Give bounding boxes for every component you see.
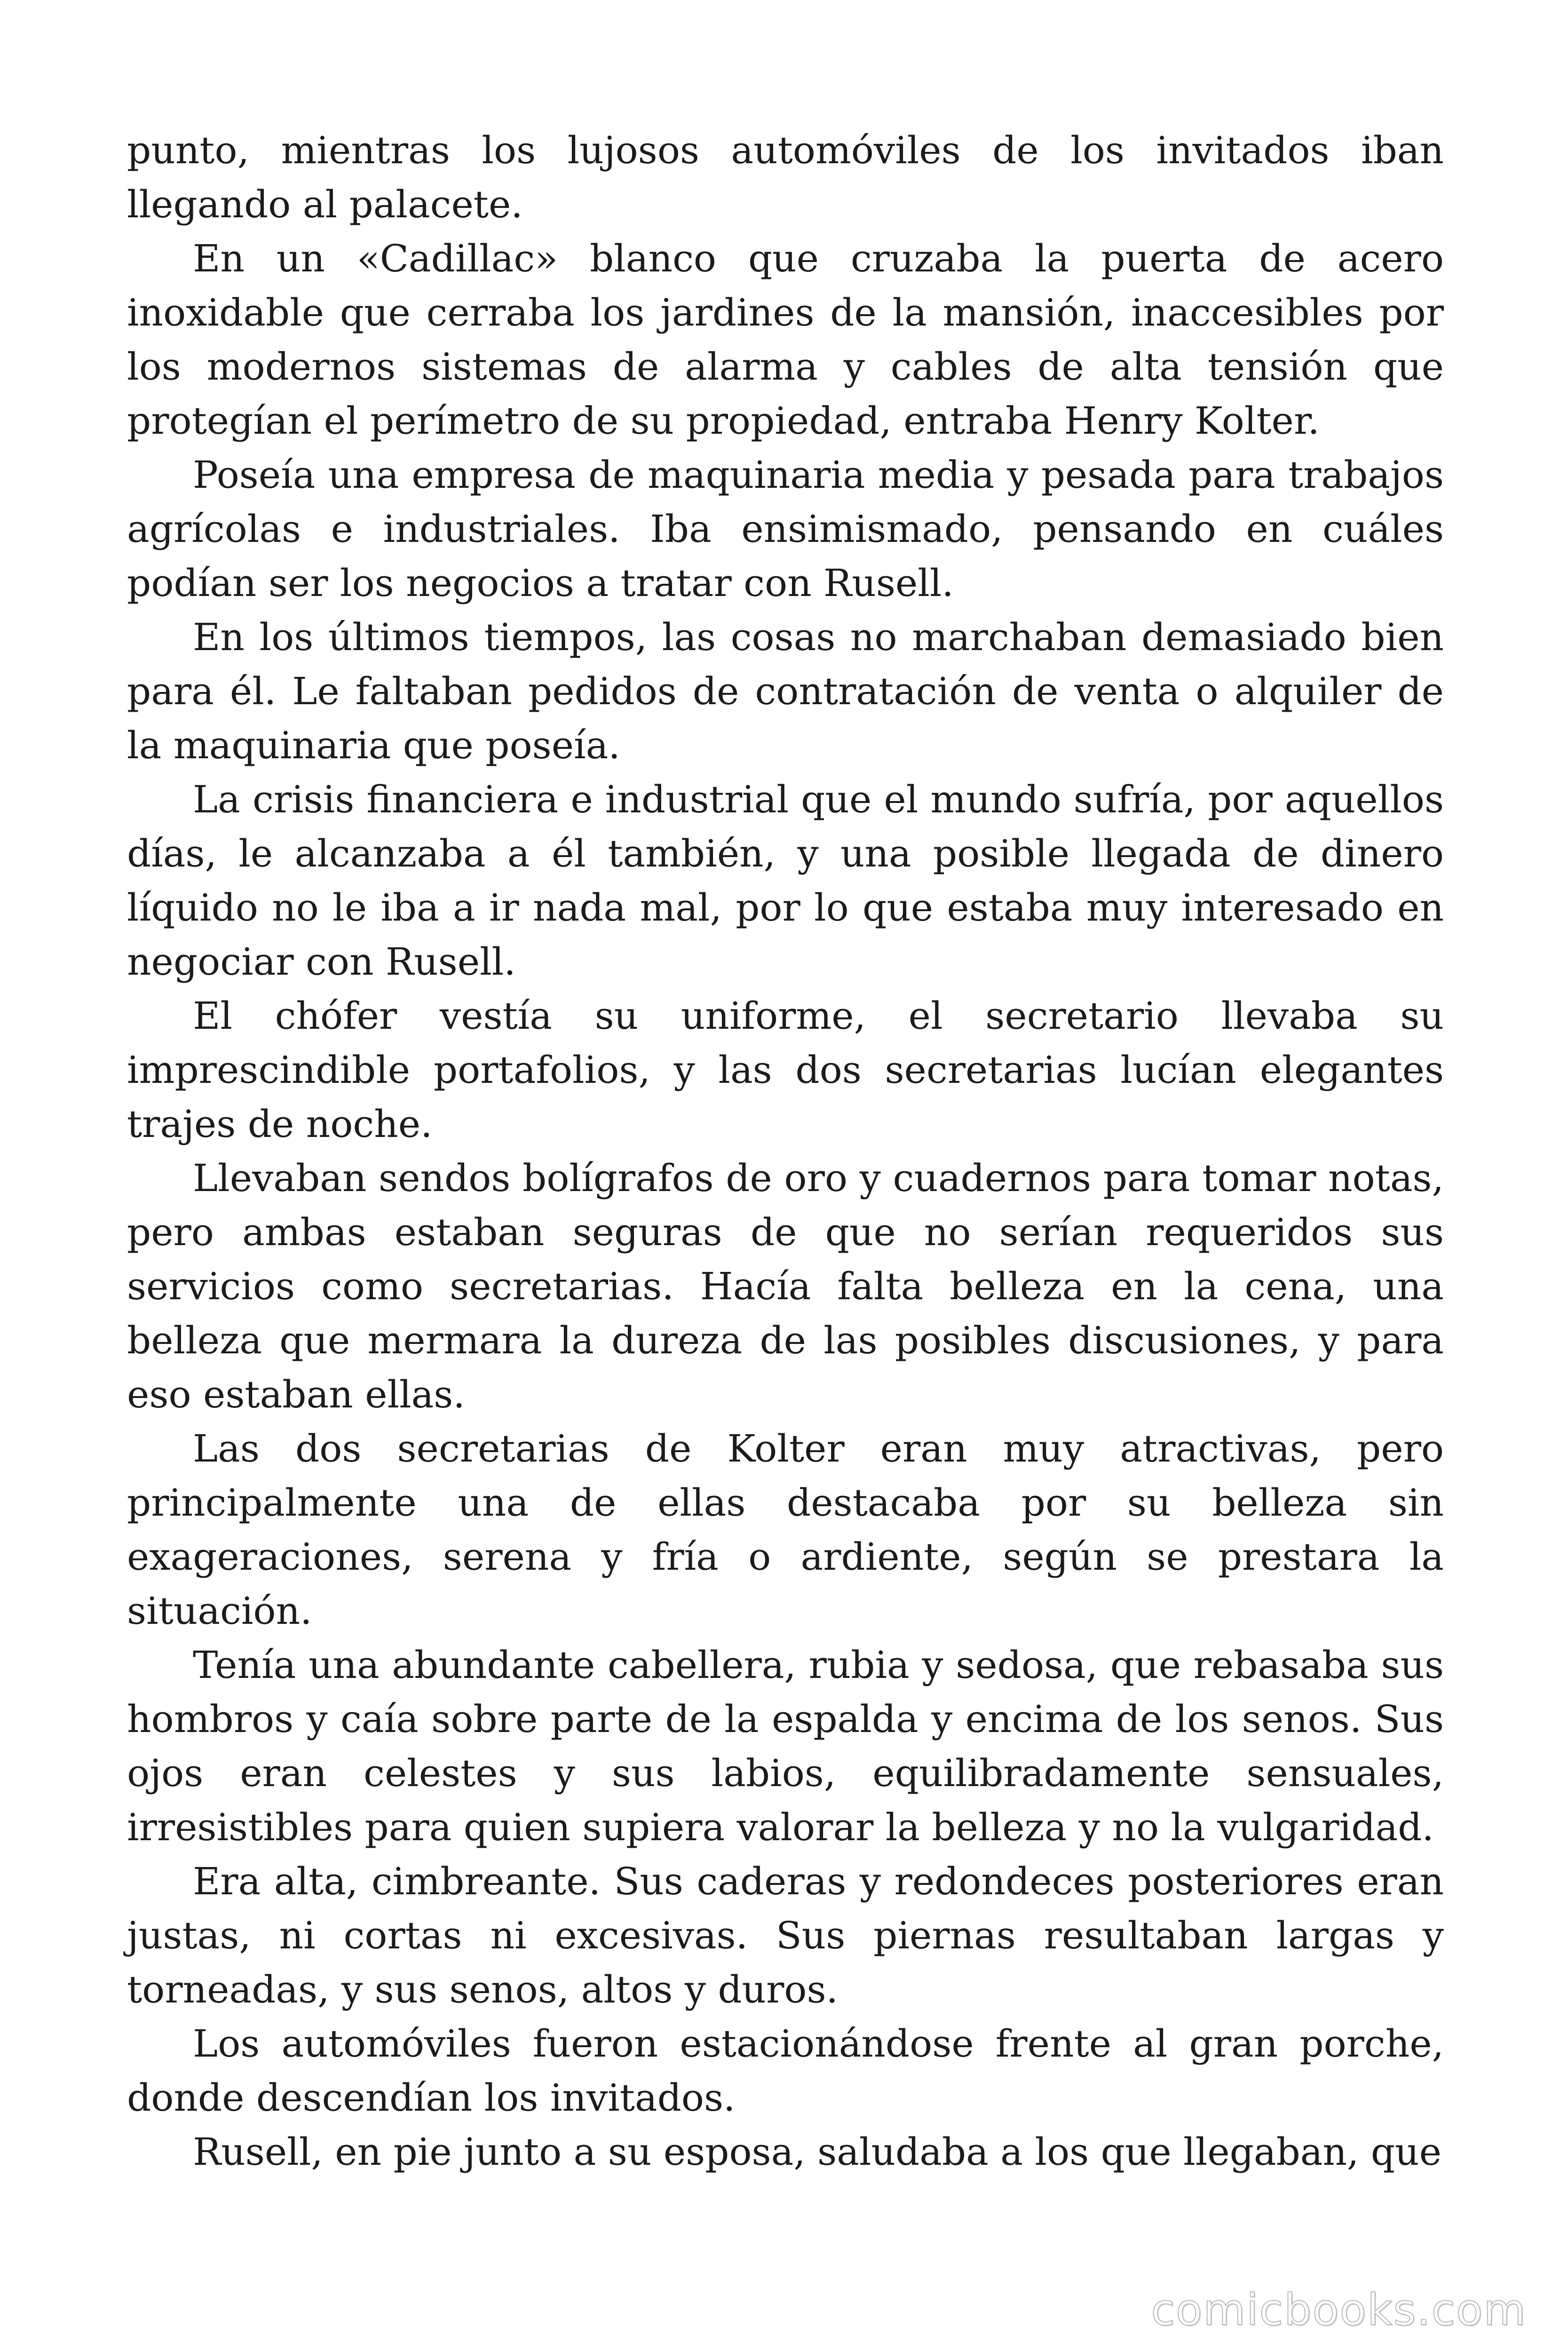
paragraph: Llevaban sendos bolígrafos de oro y cuadernos para tomar notas, pero ambas estaban seguras de que no serían requeridos sus servicios como secretarias. Hacía falta belleza en la cena, una belleza que mermara la dureza de las posibles discusiones, y para eso estaban ellas. — [127, 1156, 1444, 1416]
paragraph: En los últimos tiempos, las cosas no marchaban demasiado bien para él. Le faltaban pedidos de contratación de venta o alquiler de la maquinaria que poseía. — [127, 615, 1444, 767]
watermark: comicbooks.com — [1151, 2285, 1527, 2335]
paragraph: El chófer vestía su uniforme, el secretario llevaba su imprescindible portafolios, y las dos secretarias lucían elegantes trajes de noche. — [127, 994, 1444, 1146]
paragraph: La crisis financiera e industrial que el mundo sufría, por aquellos días, le alcanzaba a él también, y una posible llegada de dinero líquido no le iba a ir nada mal, por lo que estaba muy interesado en negociar con Rusell. — [127, 778, 1444, 984]
paragraph: Poseía una empresa de maquinaria media y pesada para trabajos agrícolas e industriales. Iba ensimismado, pensando en cuáles podían ser los negocios a tratar con Rusell. — [127, 453, 1444, 605]
paragraph: En un «Cadillac» blanco que cruzaba la puerta de acero inoxidable que cerraba los jardines de la mansión, inaccesibles por los modernos sistemas de alarma y cables de alta tensión que protegían el perímetro de su propiedad, entraba Henry Kolter. — [127, 237, 1444, 443]
paragraph: Los automóviles fueron estacionándose frente al gran porche, donde descendían los invitados. — [127, 2022, 1444, 2120]
paragraph-last: Rusell, en pie junto a su esposa, saludaba a los que llegaban, que — [193, 2130, 1441, 2174]
paragraph: Era alta, cimbreante. Sus caderas y redondeces posteriores eran justas, ni cortas ni excesivas. Sus piernas resultaban largas y torneadas, y sus senos, altos y duros. — [127, 1859, 1444, 2011]
page-text — [127, 123, 1444, 2179]
paragraph-continued: punto, mientras los lujosos automóviles de los invitados iban llegando al palacete. — [127, 128, 1444, 226]
paragraph: Tenía una abundante cabellera, rubia y sedosa, que rebasaba sus hombros y caía sobre parte de la espalda y encima de los senos. Sus ojos eran celestes y sus labios, equilibradamente sensuales, irresistibles para quien supiera valorar la belleza y no la vulgaridad. — [127, 1643, 1444, 1849]
paragraph: Las dos secretarias de Kolter eran muy atractivas, pero principalmente una de ellas destacaba por su belleza sin exageraciones, serena y fría o ardiente, según se prestara la situación. — [127, 1427, 1444, 1633]
